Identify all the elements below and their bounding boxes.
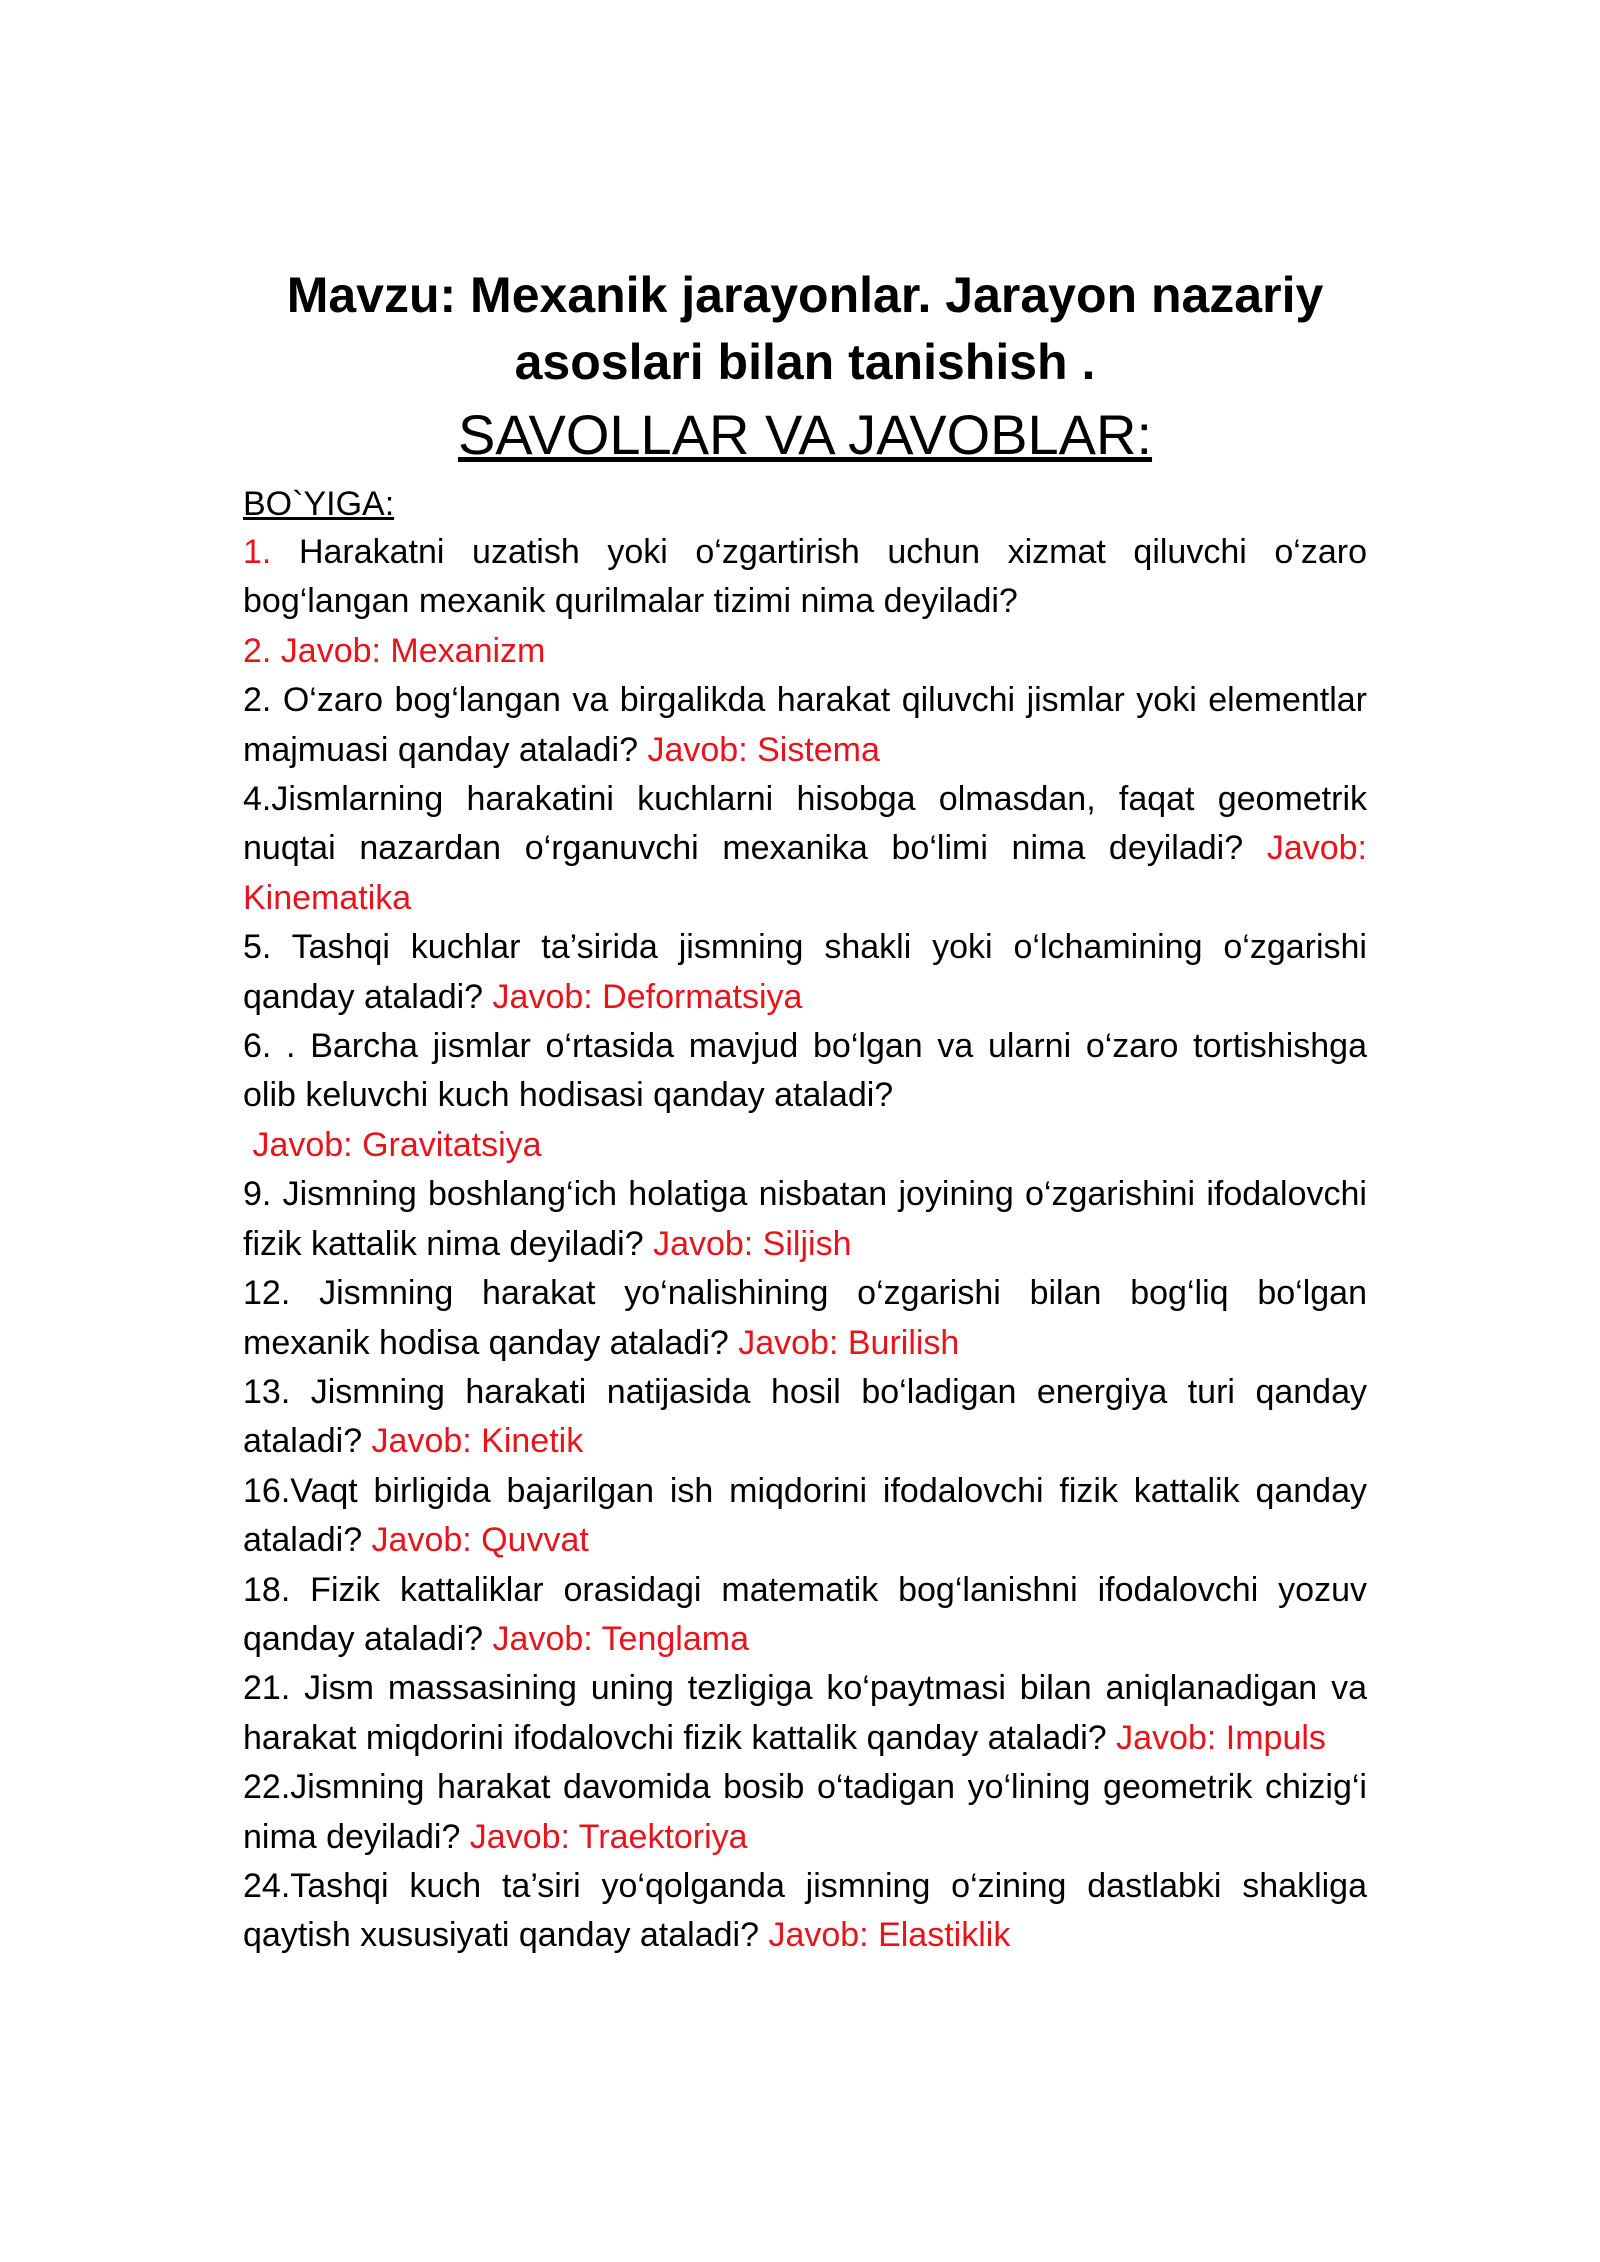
qa-item	[243, 1862, 1367, 1961]
answer-text: Javob: Kinetik	[371, 1422, 584, 1461]
question-number: 9.	[243, 1175, 272, 1214]
qa-item	[243, 528, 1367, 627]
answer-text: Javob: Gravitatsiya	[243, 1125, 542, 1164]
question-text: Jismning harakat yo‘nalishining o‘zgarishi bilan bog‘liq bo‘lgan mexanik hodisa qanday ataladi?	[243, 1274, 1367, 1362]
qa-item	[243, 1269, 1367, 1368]
answer-text: Javob: Kinematika	[243, 829, 1367, 917]
question-text: O‘zaro bog‘langan va birgalikda harakat qiluvchi jismlar yoki elementlar majmuasi qanday ataladi?	[243, 681, 1367, 769]
question-number: 1.	[243, 533, 272, 571]
answer-text: Javob: Elastiklik	[768, 1916, 1011, 1955]
qa-item	[243, 1368, 1367, 1467]
question-number: 5.	[243, 928, 272, 967]
answer-text: Javob: Quvvat	[371, 1521, 589, 1560]
question-text: Fizik kattaliklar orasidagi matematik bog‘lanishni ifodalovchi yozuv qanday ataladi?	[243, 1570, 1367, 1658]
question-text: Jismning harakati natijasida hosil bo‘ladigan energiya turi qanday ataladi?	[243, 1372, 1367, 1461]
qa-item	[243, 1022, 1367, 1121]
question-number: 21.	[243, 1669, 291, 1708]
answer-text: Javob: Traektoriya	[469, 1817, 748, 1856]
question-number: 4.	[243, 780, 272, 819]
qa-item	[243, 1467, 1367, 1566]
question-number: 13.	[243, 1372, 291, 1411]
question-text: Tashqi kuch ta’siri yo‘qolganda jismning o‘zining dastlabki shakliga qaytish xususiyati qanday ataladi?	[243, 1866, 1367, 1955]
question-number: 24.	[243, 1866, 291, 1905]
document-page	[243, 262, 1367, 1961]
answer-text: Javob: Deformatsiya	[492, 977, 803, 1016]
qa-item	[243, 923, 1367, 1022]
question-text: Jismning boshlang‘ich holatiga nisbatan joyining o‘zgarishini ifodalovchi fizik kattalik nima deyiladi?	[243, 1175, 1367, 1263]
question-number: 12.	[243, 1274, 291, 1313]
question-text: Harakatni uzatish yoki o‘zgartirish uchun xizmat qiluvchi o‘zaro bog‘langan mexanik qurilmalar tizimi nima deyiladi?	[243, 533, 1367, 621]
section-heading: SAVOLLAR VA JAVOBLAR:	[457, 403, 1153, 466]
qa-item	[243, 1763, 1367, 1862]
answer-text: Javob: Siljish	[653, 1224, 852, 1263]
question-text: Jismlarning harakatini kuchlarni hisobga olmasdan, faqat geometrik nuqtai nazardan o‘rganuvchi mexanika bo‘limi nima deyiladi?	[243, 780, 1367, 868]
qa-item	[243, 676, 1367, 775]
answer-text: Javob: Tenglama	[492, 1619, 749, 1658]
answer-text: Javob: Sistema	[647, 730, 880, 769]
answer-text: 2. Javob: Mexanizm	[243, 631, 546, 670]
question-text: Jismning harakat davomida bosib o‘tadigan yo‘lining geometrik chizig‘i nima deyiladi?	[243, 1768, 1367, 1856]
question-number: 18.	[243, 1570, 291, 1609]
qa-item	[243, 1566, 1367, 1665]
question-text: . Barcha jismlar o‘rtasida mavjud bo‘lgan va ularni o‘zaro tortishishga olib keluvchi kuch hodisasi qanday ataladi?	[243, 1027, 1367, 1115]
section-label: BO`YIGA:	[243, 485, 395, 523]
qa-item	[243, 1664, 1367, 1763]
answer-text: Javob: Impuls	[1116, 1718, 1326, 1757]
question-text: Vaqt birligida bajarilgan ish miqdorini ifodalovchi fizik kattalik qanday ataladi?	[243, 1471, 1367, 1560]
question-text: Tashqi kuchlar ta’sirida jismning shakli yoki o‘lchamining o‘zgarishi qanday ataladi?	[243, 928, 1367, 1016]
qa-item	[243, 1170, 1367, 1269]
question-number: 2.	[243, 681, 272, 720]
qa-item	[243, 775, 1367, 923]
document-title: Mavzu: Mexanik jarayonlar. Jarayon nazariy asoslari bilan tanishish .	[286, 267, 1324, 390]
question-number: 22.	[243, 1768, 291, 1807]
question-number: 6.	[243, 1027, 272, 1066]
answer-text: Javob: Burilish	[738, 1323, 960, 1362]
question-text: Jism massasining uning tezligiga ko‘paytmasi bilan aniqlanadigan va harakat miqdorini ifodalovchi fizik kattalik qanday ataladi?	[243, 1669, 1367, 1757]
question-number: 16.	[243, 1471, 291, 1510]
